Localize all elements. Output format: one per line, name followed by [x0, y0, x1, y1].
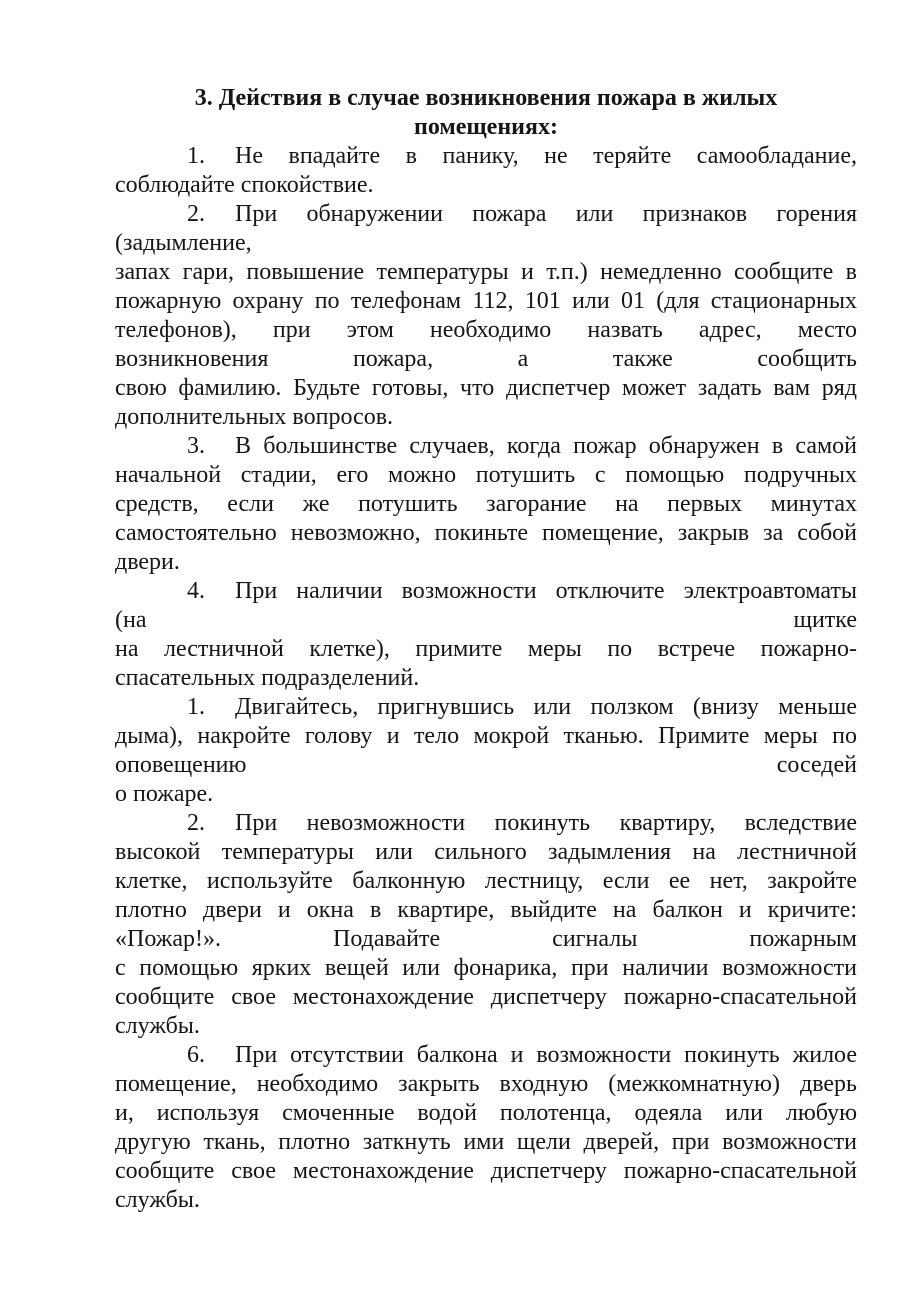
line-text: Не впадайте в панику, не теряйте самообладание,: [235, 143, 857, 169]
text-line: [115, 171, 857, 200]
line-text: При отсутствии балкона и возможности покинуть жилое: [235, 1042, 857, 1068]
text-line: [115, 461, 857, 490]
list-item-line: [187, 577, 857, 606]
list-item-line: [187, 142, 857, 171]
line-text: телефонов), при этом необходимо назвать адрес, место: [115, 317, 857, 343]
text-line: [115, 490, 857, 519]
text-line: [115, 722, 857, 751]
list-item-line: [187, 809, 857, 838]
text-line: [115, 1070, 857, 1099]
line-text: (на щитке: [115, 607, 857, 633]
text-line: [115, 896, 857, 925]
line-text: сообщите свое местонахождение диспетчеру пожарно-спасательной: [115, 984, 857, 1010]
list-number-marker: 4.: [187, 578, 205, 604]
line-text: свою фамилию. Будьте готовы, что диспетчер может задать вам ряд: [115, 375, 857, 401]
document-title: [115, 84, 857, 142]
text-line: [115, 258, 857, 287]
text-line: [115, 606, 857, 635]
line-text: запах гари, повышение температуры и т.п.) немедленно сообщите в: [115, 259, 857, 285]
line-text: плотно двери и окна в квартире, выйдите на балкон и кричите:: [115, 897, 857, 923]
page-content: [115, 84, 857, 1215]
line-text: сообщите свое местонахождение диспетчеру пожарно-спасательной: [115, 1158, 857, 1184]
title-line-1: 3. Действия в случае возникновения пожара в жилых: [194, 85, 778, 111]
text-line: [115, 664, 857, 693]
line-text: с помощью ярких вещей или фонарика, при наличии возможности: [115, 955, 857, 981]
line-text: дыма), накройте голову и тело мокрой тканью. Примите меры по: [115, 723, 857, 749]
line-text: При наличии возможности отключите электроавтоматы: [235, 578, 857, 604]
line-text: соблюдайте спокойствие.: [115, 172, 374, 198]
line-text: о пожаре.: [115, 781, 214, 807]
line-text: возникновения пожара, а также сообщить: [115, 346, 857, 372]
text-line: [115, 287, 857, 316]
list-item-line: [187, 693, 857, 722]
text-line: [115, 1157, 857, 1186]
text-line: [115, 229, 857, 258]
line-text: самостоятельно невозможно, покиньте помещение, закрыв за собой: [115, 520, 857, 546]
line-text: оповещению соседей: [115, 752, 857, 778]
text-line: [115, 838, 857, 867]
text-line: [115, 867, 857, 896]
text-line: [115, 780, 857, 809]
list-number-marker: 3.: [187, 433, 205, 459]
title-line-2: помещениях:: [414, 114, 558, 140]
text-line: [115, 925, 857, 954]
line-text: помещение, необходимо закрыть входную (межкомнатную) дверь: [115, 1071, 857, 1097]
line-text: на лестничной клетке), примите меры по встрече пожарно-: [115, 636, 857, 662]
text-line: [115, 954, 857, 983]
document-body: [115, 142, 857, 1215]
text-line: [115, 1012, 857, 1041]
line-text: высокой температуры или сильного задымления на лестничной: [115, 839, 857, 865]
line-text: «Пожар!». Подавайте сигналы пожарным: [115, 926, 857, 952]
line-text: В большинстве случаев, когда пожар обнаружен в самой: [235, 433, 857, 459]
text-line: [115, 316, 857, 345]
line-text: службы.: [115, 1187, 200, 1213]
line-text: средств, если же потушить загорание на первых минутах: [115, 491, 857, 517]
line-text: При невозможности покинуть квартиру, вследствие: [235, 810, 857, 836]
line-text: Двигайтесь, пригнувшись или ползком (внизу меньше: [235, 694, 857, 720]
text-line: [115, 1186, 857, 1215]
text-line: [115, 983, 857, 1012]
text-line: [115, 548, 857, 577]
text-line: [115, 751, 857, 780]
text-line: [115, 1128, 857, 1157]
text-line: [115, 374, 857, 403]
line-text: другую ткань, плотно заткнуть ими щели дверей, при возможности: [115, 1129, 857, 1155]
list-number-marker: 6.: [187, 1042, 205, 1068]
list-item-line: [187, 1041, 857, 1070]
list-number-marker: 2.: [187, 810, 205, 836]
list-item-line: [187, 200, 857, 229]
text-line: [115, 1099, 857, 1128]
line-text: клетке, используйте балконную лестницу, если ее нет, закройте: [115, 868, 857, 894]
text-line: [115, 403, 857, 432]
list-number-marker: 1.: [187, 694, 205, 720]
text-line: [115, 635, 857, 664]
line-text: спасательных подразделений.: [115, 665, 420, 691]
line-text: При обнаружении пожара или признаков горения: [235, 201, 857, 227]
line-text: (задымление,: [115, 230, 252, 256]
line-text: начальной стадии, его можно потушить с помощью подручных: [115, 462, 857, 488]
line-text: службы.: [115, 1013, 200, 1039]
line-text: пожарную охрану по телефонам 112, 101 или 01 (для стационарных: [115, 288, 857, 314]
line-text: двери.: [115, 549, 180, 575]
list-item-line: [187, 432, 857, 461]
text-line: [115, 519, 857, 548]
list-number-marker: 1.: [187, 143, 205, 169]
text-line: [115, 345, 857, 374]
list-number-marker: 2.: [187, 201, 205, 227]
line-text: дополнительных вопросов.: [115, 404, 394, 430]
line-text: и, используя смоченные водой полотенца, одеяла или любую: [115, 1100, 857, 1126]
